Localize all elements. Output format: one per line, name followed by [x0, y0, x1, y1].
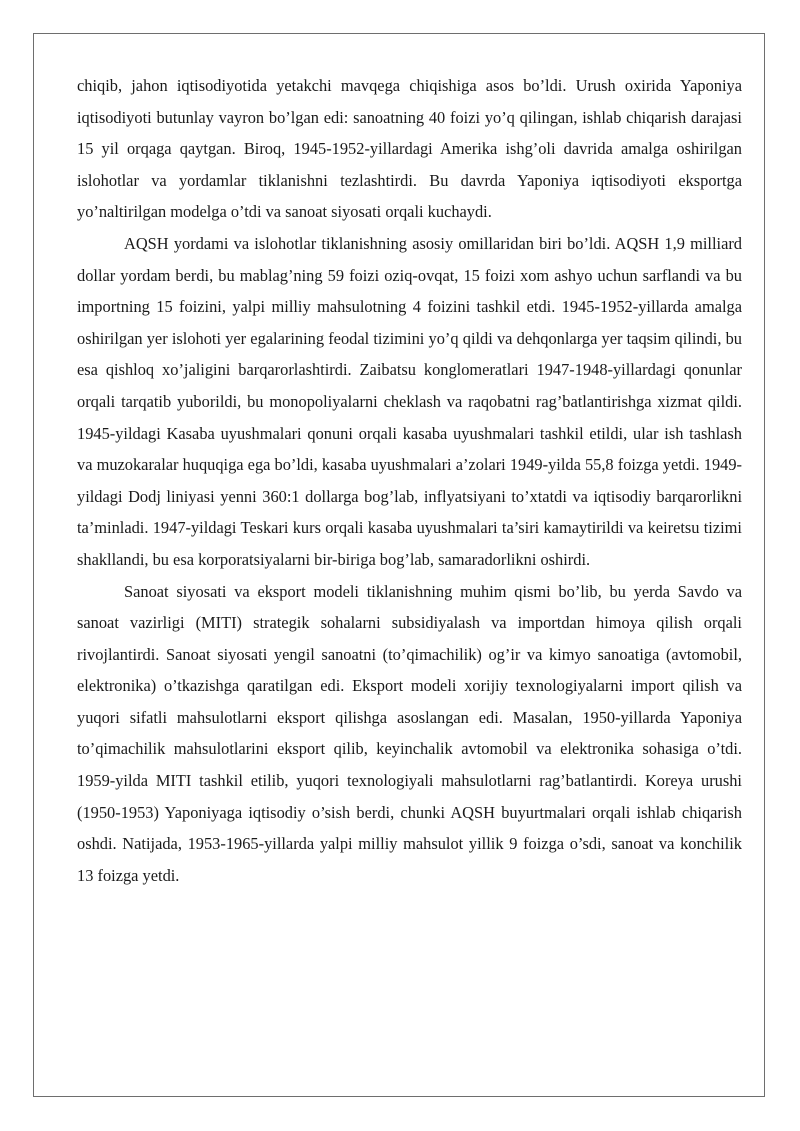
document-body	[77, 70, 742, 891]
paragraph-us-aid-reforms: AQSH yordami va islohotlar tiklanishning asosiy omillaridan biri bo’ldi. AQSH 1,9 milliard dollar yordam berdi, bu mablag’ning 59 foizi oziq-ovqat, 15 foizi xom ashyo uchun sarflandi va bu importning 15 foizini, yalpi milliy mahsulotning 4 foizini tashkil etdi. 1945-1952-yillarda amalga oshirilgan yer islohoti yer egalarining feodal tizimini yo’q qildi va dehqonlarga yer taqsim qilindi, bu esa qishloq xo’jaligini barqarorlashtirdi. Zaibatsu konglomeratlari 1947-1948-yillardagi qonunlar orqali tarqatib yuborildi, bu monopoliyalarni cheklash va raqobatni rag’batlantirishga xizmat qildi. 1945-yildagi Kasaba uyushmalari qonuni orqali kasaba uyushmalari tashkil etildi, ular ish tashlash va muzokaralar huquqiga ega bo’ldi, kasaba uyushmalari a’zolari 1949-yilda 55,8 foizga yetdi. 1949-yildagi Dodj liniyasi yenni 360:1 dollarga bog’lab, inflyatsiyani to’xtatdi va iqtisodiy barqarorlikni ta’minladi. 1947-yildagi Teskari kurs orqali kasaba uyushmalari ta’siri kamaytirildi va keiretsu tizimi shakllandi, bu esa korporatsiyalarni bir-biriga bog’lab, samaradorlikni oshirdi.	[77, 233, 742, 569]
paragraph-industrial-policy: Sanoat siyosati va eksport modeli tiklanishning muhim qismi bo’lib, bu yerda Savdo va sanoat vazirligi (MITI) strategik sohalarni subsidiyalash va importdan himoya qilish orqali rivojlantirdi. Sanoat siyosati yengil sanoatni (to’qimachilik) og’ir va kimyo sanoatiga (avtomobil, elektronika) o’tkazishga qaratilgan edi. Eksport modeli xorijiy texnologiyalarni import qilish va yuqori sifatli mahsulotlarni eksport qilishga asoslangan edi. Masalan, 1950-yillarda Yaponiya to’qimachilik mahsulotlarini eksport qilib, keyinchalik avtomobil va elektronika sohasiga o’tdi. 1959-yilda MITI tashkil etilib, yuqori texnologiyali mahsulotlarni rag’batlantirdi. Koreya urushi (1950-1953) Yaponiyaga iqtisodiy o’sish berdi, chunki AQSH buyurtmalari orqali ishlab chiqarish oshdi. Natijada, 1953-1965-yillarda yalpi milliy mahsulot yillik 9 foizga o’sdi, sanoat va konchilik 13 foizga yetdi.	[77, 581, 742, 885]
paragraph-continued: chiqib, jahon iqtisodiyotida yetakchi mavqega chiqishiga asos bo’ldi. Urush oxirida Yaponiya iqtisodiyoti butunlay vayron bo’lgan edi: sanoatning 40 foizi yo’q qilingan, ishlab chiqarish darajasi 15 yil orqaga qaytgan. Biroq, 1945-1952-yillardagi Amerika ishg’oli davrida amalga oshirilgan islohotlar va yordamlar tiklanishni tezlashtirdi. Bu davrda Yaponiya iqtisodiyoti eksportga yo’naltirilgan modelga o’tdi va sanoat siyosati orqali kuchaydi.	[77, 76, 742, 222]
